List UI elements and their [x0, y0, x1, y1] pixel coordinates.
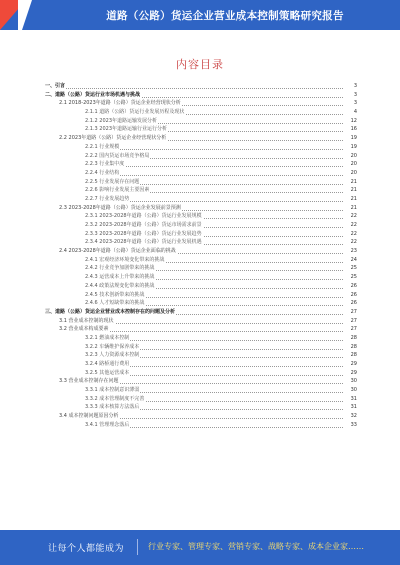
toc-entry-text: 2.1.3 2023年道路运输行业运行分析 [85, 126, 168, 133]
toc-entry-text: 2.2.7 行业发展趋势 [85, 195, 130, 202]
toc-page-number: 22 [350, 222, 357, 228]
toc-entry-text: 2.2 2023年道路（公路）货运企业经营现状分析 [59, 135, 167, 142]
toc-entry-text: 2.2.1 行业规模 [85, 143, 120, 150]
toc-entry[interactable] [45, 334, 357, 343]
toc-entry-text: 2.4.2 行业竞争加剧带来的挑战 [85, 265, 155, 272]
toc-page-number: 21 [350, 195, 357, 202]
toc-entry-text: 3.4.1 管理理念落后 [85, 421, 130, 428]
toc-entry[interactable] [45, 108, 357, 117]
toc-entry[interactable] [45, 82, 357, 91]
toc-page-number: 31 [350, 404, 357, 411]
toc-entry[interactable] [45, 178, 357, 187]
toc-entry[interactable] [45, 403, 357, 412]
toc-entry-text: 3.1 营业成本控制的现状 [59, 317, 114, 324]
toc-leader-dots [85, 169, 343, 176]
toc-entry[interactable] [45, 377, 357, 386]
toc-entry-text: 2.4.3 运营成本上升带来的挑战 [85, 274, 155, 281]
toc-page-number: 25 [350, 274, 357, 281]
toc-entry-text: 2.3 2023-2028年道路（公路）货运企业发展前景预测 [59, 204, 181, 211]
toc-page-number: 26 [350, 282, 357, 289]
toc-page-number: 12 [350, 117, 357, 124]
toc-entry[interactable] [45, 264, 357, 273]
toc-entry[interactable] [45, 204, 357, 213]
toc-entry[interactable] [45, 317, 357, 326]
toc-page-number: 3 [353, 91, 357, 98]
toc-entry-text: 3.3.3 成本核算方法落后 [85, 404, 140, 411]
toc-entry-text: 3.3.1 成本控制意识薄弱 [85, 387, 140, 394]
toc-heading: 内容目录 [176, 58, 224, 71]
toc-entry-text: 3.2.2 车辆维护保养成本 [85, 343, 140, 350]
toc-entry-text: 2.4 2023-2028年道路（公路）货运企业面临的挑战 [59, 248, 176, 255]
toc-page-number: 16 [350, 126, 357, 133]
toc-page-number: 33 [350, 421, 357, 428]
toc-page-number: 27 [350, 308, 357, 315]
toc-page-number: 32 [350, 413, 357, 420]
toc-entry[interactable] [45, 386, 357, 395]
toc-entry-text: 2.2.4 行业结构 [85, 169, 120, 176]
toc-entry[interactable] [45, 369, 357, 378]
toc-entry[interactable] [45, 230, 357, 239]
toc-page-number: 30 [350, 378, 357, 385]
toc-page-number: 24 [350, 256, 357, 263]
toc-entry-text: 3.2.4 路桥通行费用 [85, 361, 130, 367]
toc-page-number: 20 [350, 161, 357, 168]
toc-entry-text: 3.3 营业成本控制存在问题 [59, 378, 119, 385]
toc-page-number: 31 [350, 395, 357, 402]
footer-tagline: 行业专家、管理专家、营销专家、战略专家、成本企业家…… [148, 542, 364, 551]
toc-entry-text: 2.4.1 宏观经济环境变化带来的挑战 [85, 256, 165, 263]
toc-page-number: 28 [350, 334, 357, 341]
toc-page-number: 20 [350, 152, 357, 159]
toc-page-number: 22 [350, 239, 357, 246]
toc-page-number: 27 [350, 326, 357, 333]
toc-entry[interactable] [45, 351, 357, 360]
footer-divider [137, 539, 138, 555]
toc-entry-text: 2.3.2 2023-2028年道路（公路）货运市场需求前景 [85, 222, 202, 228]
toc-entry[interactable] [45, 195, 357, 204]
toc-entry[interactable] [45, 282, 357, 291]
toc-entry[interactable] [45, 91, 357, 100]
toc-entry[interactable] [45, 308, 357, 317]
toc-entry-text: 2.4.4 政策法规变化带来的挑战 [85, 282, 155, 289]
footer-banner [0, 530, 400, 565]
toc-page-number: 29 [350, 369, 357, 376]
table-of-contents [45, 82, 357, 527]
footer-slogan: 让每个人都能成为 [48, 544, 125, 554]
toc-page-number: 25 [350, 265, 357, 272]
toc-entry-text: 3.2.3 人力资源成本控制 [85, 352, 140, 359]
toc-page-number: 4 [353, 109, 357, 116]
toc-entry[interactable] [45, 186, 357, 195]
toc-page-number: 29 [350, 361, 357, 367]
toc-entry[interactable] [45, 152, 357, 161]
toc-page-number: 21 [350, 178, 357, 185]
toc-page-number: 22 [350, 213, 357, 220]
toc-entry[interactable] [45, 299, 357, 308]
toc-entry-text: 2.3.4 2023-2028年道路（公路）货运行业发展机遇 [85, 239, 202, 246]
toc-entry[interactable] [45, 169, 357, 178]
toc-page-number: 27 [350, 317, 357, 324]
toc-entry-text: 2.3.1 2023-2028年道路（公路）货运行业发展规模 [85, 213, 202, 220]
toc-entry-text: 2.1 2018-2023年道路（公路）货运企业经营现状分析 [59, 100, 181, 107]
header-accent-stripe-white [18, 0, 32, 30]
report-title: 道路（公路）货运企业营业成本控制策略研究报告 [106, 10, 344, 22]
toc-entry[interactable] [45, 143, 357, 152]
toc-page-number: 21 [350, 204, 357, 211]
toc-entry[interactable] [45, 160, 357, 169]
toc-leader-dots [45, 82, 343, 89]
toc-entry[interactable] [45, 395, 357, 404]
toc-entry-text: 3.2.1 燃油成本控制 [85, 334, 130, 341]
toc-entry[interactable] [45, 273, 357, 282]
toc-entry-text: 3.2.5 其他运营成本 [85, 369, 130, 376]
toc-page-number: 26 [350, 300, 357, 307]
toc-entry[interactable] [45, 99, 357, 108]
toc-entry-text: 3.3.2 成本管理制度不完善 [85, 395, 145, 402]
toc-page-number: 3 [353, 100, 357, 107]
toc-page-number: 20 [350, 169, 357, 176]
toc-entry-text: 一、引言 [45, 83, 66, 89]
report-header [0, 0, 400, 30]
toc-entry[interactable] [45, 360, 357, 369]
toc-page-number: 23 [350, 248, 357, 255]
toc-entry[interactable] [45, 412, 357, 421]
toc-entry-text: 三、道路（公路）货运企业营业成本控制存在的问题及分析 [45, 308, 176, 315]
toc-page-number: 19 [350, 135, 357, 142]
toc-entry-text: 2.3.3 2023-2028年道路（公路）货运行业发展趋势 [85, 230, 202, 237]
toc-entry-text: 2.2.2 国内货运市场竞争格局 [85, 152, 150, 159]
toc-page-number: 26 [350, 291, 357, 298]
toc-entry[interactable] [45, 117, 357, 126]
toc-page-number: 28 [350, 343, 357, 350]
toc-entry[interactable] [45, 212, 357, 221]
toc-entry[interactable] [45, 291, 357, 300]
toc-entry-text: 3.4 成本控制问题原因分析 [59, 413, 119, 420]
toc-page-number: 22 [350, 230, 357, 237]
toc-page-number: 19 [350, 143, 357, 150]
toc-entry-text: 3.2 营业成本构成要素 [59, 326, 109, 333]
toc-entry[interactable] [45, 343, 357, 352]
toc-entry[interactable] [45, 125, 357, 134]
toc-page-number: 28 [350, 352, 357, 359]
toc-page-number: 30 [350, 387, 357, 394]
toc-entry-text: 2.2.5 行业发展存在问题 [85, 178, 140, 185]
toc-page-number: 3 [353, 83, 357, 89]
toc-leader-dots [85, 143, 343, 150]
toc-entry-text: 2.2.6 影响行业发展主要因素 [85, 187, 150, 194]
toc-entry-text: 2.1.2 2023年道路运输发展分析 [85, 117, 158, 124]
toc-entry-text: 2.4.5 技术创新带来的挑战 [85, 291, 145, 298]
toc-entry[interactable] [45, 238, 357, 247]
toc-entry[interactable] [45, 221, 357, 230]
toc-entry[interactable] [45, 134, 357, 143]
toc-entry-text: 二、道路（公路）货运行业市场机遇与挑战 [45, 91, 141, 98]
toc-entry-text: 2.2.3 行业集中度 [85, 161, 125, 168]
toc-entry[interactable] [45, 325, 357, 334]
toc-entry[interactable] [45, 247, 357, 256]
toc-entry[interactable] [45, 256, 357, 265]
toc-page-number: 21 [350, 187, 357, 194]
toc-entry-text: 2.4.6 人才短缺带来的挑战 [85, 300, 145, 307]
toc-entry-text: 2.1.1 道路（公路）货运行业发展历程及现状 [85, 109, 185, 116]
toc-entry[interactable] [45, 421, 357, 430]
